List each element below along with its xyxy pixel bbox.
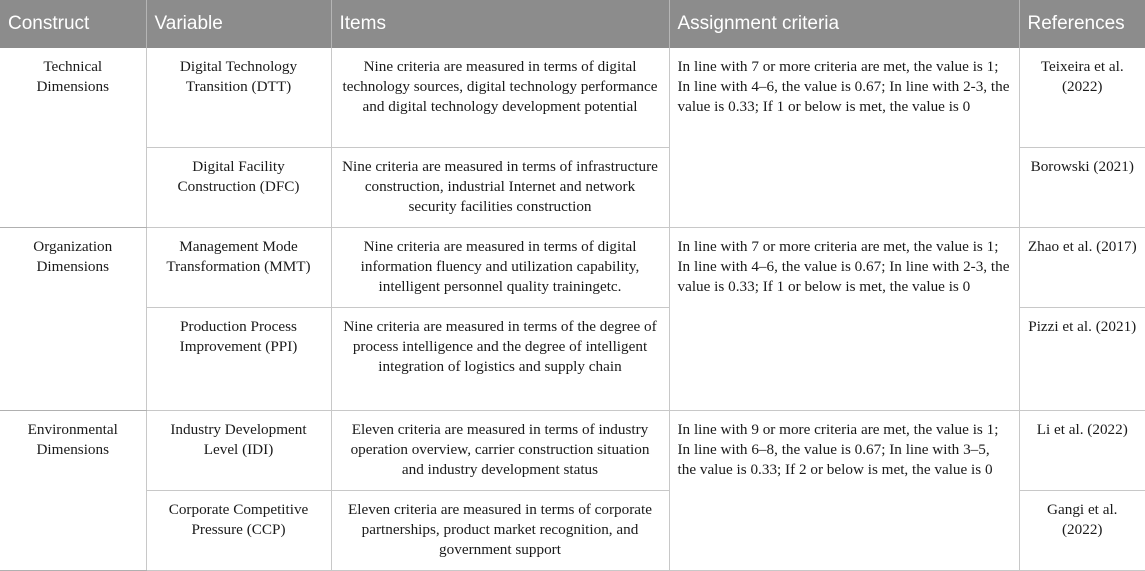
header-assignment-criteria: Assignment criteria: [669, 0, 1019, 48]
header-row: [0, 0, 1145, 48]
table-header: [0, 0, 1145, 48]
assignment-cell: In line with 9 or more criteria are met, the value is 1; In line with 6–8, the value is 0.67; In line with 3–5, the value is 0.33; If 2 or below is met, the value is 0: [669, 411, 1019, 571]
construct-cell: Environmental Dimensions: [0, 411, 146, 571]
table-row: [0, 228, 1145, 308]
reference-cell: Gangi et al. (2022): [1019, 491, 1145, 571]
reference-cell: Borowski (2021): [1019, 148, 1145, 228]
table-body: [0, 48, 1145, 571]
variable-cell: Management Mode Transformation (MMT): [146, 228, 331, 308]
assignment-cell: In line with 7 or more criteria are met, the value is 1; In line with 4–6, the value is 0.67; In line with 2-3, the value is 0.33; If 1 or below is met, the value is 0: [669, 48, 1019, 228]
variable-cell: Digital Technology Transition (DTT): [146, 48, 331, 148]
items-cell: Eleven criteria are measured in terms of corporate partnerships, product market recognition, and government support: [331, 491, 669, 571]
reference-cell: Pizzi et al. (2021): [1019, 308, 1145, 411]
construct-cell: Technical Dimensions: [0, 48, 146, 228]
items-cell: Nine criteria are measured in terms of the degree of process intelligence and the degree of intelligent integration of logistics and supply chain: [331, 308, 669, 411]
header-variable: Variable: [146, 0, 331, 48]
variable-cell: Corporate Competitive Pressure (CCP): [146, 491, 331, 571]
items-cell: Nine criteria are measured in terms of infrastructure construction, industrial Internet and network security facilities construction: [331, 148, 669, 228]
reference-cell: Teixeira et al. (2022): [1019, 48, 1145, 148]
construct-cell: Organization Dimensions: [0, 228, 146, 411]
reference-cell: Li et al. (2022): [1019, 411, 1145, 491]
header-construct: Construct: [0, 0, 146, 48]
items-cell: Eleven criteria are measured in terms of industry operation overview, carrier construction situation and industry development status: [331, 411, 669, 491]
items-cell: Nine criteria are measured in terms of digital technology sources, digital technology performance and digital technology development potential: [331, 48, 669, 148]
header-references: References: [1019, 0, 1145, 48]
variable-cell: Production Process Improvement (PPI): [146, 308, 331, 411]
reference-cell: Zhao et al. (2017): [1019, 228, 1145, 308]
items-cell: Nine criteria are measured in terms of digital information fluency and utilization capability, intelligent personnel quality trainingetc.: [331, 228, 669, 308]
table-row: [0, 411, 1145, 491]
assignment-cell: In line with 7 or more criteria are met, the value is 1; In line with 4–6, the value is 0.67; In line with 2-3, the value is 0.33; If 1 or below is met, the value is 0: [669, 228, 1019, 411]
variable-cell: Digital Facility Construction (DFC): [146, 148, 331, 228]
variable-cell: Industry Development Level (IDI): [146, 411, 331, 491]
header-items: Items: [331, 0, 669, 48]
table-row: [0, 48, 1145, 148]
